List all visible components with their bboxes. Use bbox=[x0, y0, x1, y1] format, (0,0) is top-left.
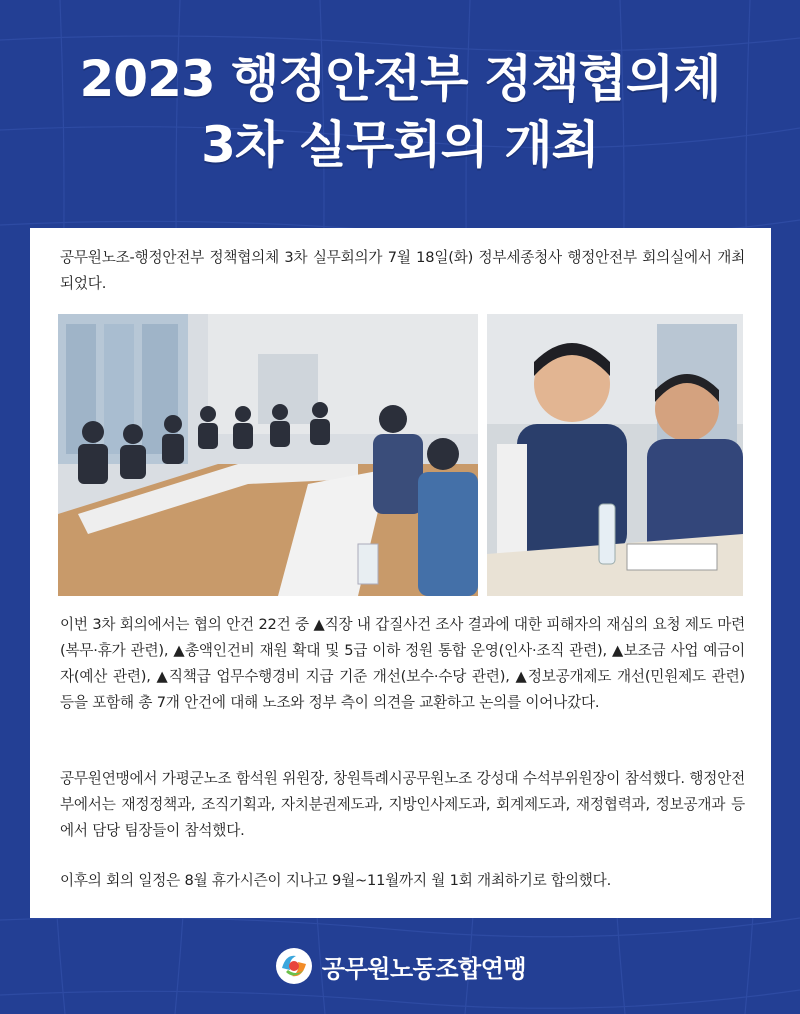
title-line-1: 2023 행정안전부 정책협의체 bbox=[79, 50, 721, 108]
page-title bbox=[0, 46, 800, 178]
paragraph-schedule: 이후의 회의 일정은 8월 휴가시즌이 지나고 9월~11월까지 월 1회 개최하기로 합의했다. bbox=[60, 872, 612, 889]
union-logo-icon bbox=[274, 946, 314, 986]
meeting-room-photo bbox=[58, 314, 478, 596]
participants-closeup-photo bbox=[487, 314, 743, 596]
paragraph-agenda: 이번 3차 회의에서는 협의 안건 22건 중 ▲직장 내 갑질사건 조사 결과에 대한 피해자의 재심의 요청 제도 마련(복무·휴가 관련), ▲총액인건비 재원 확대 및 5급 이하 정원 통합 운영(인사·조직 관련), ▲보조금 사업 예금이자(예산 관련), ▲직책급 업무수행경비 지급 기준 개선(보수·수당 관련), ▲정보공개제도 개선(민원제도 관련) 등을 포함해 총 7개 안건에 대해 노조와 정부 측이 의견을 교환하고 논의를 이어나갔다. bbox=[60, 616, 745, 711]
paragraph-intro: 공무원노조-행정안전부 정책협의체 3차 실무회의가 7월 18일(화) 정부세종청사 행정안전부 회의실에서 개최되었다. bbox=[60, 249, 745, 292]
article-card bbox=[30, 228, 771, 918]
organization-name: 공무원노동조합연맹 bbox=[321, 954, 527, 983]
paragraph-attendees: 공무원연맹에서 가평군노조 함석원 위원장, 창원특례시공무원노조 강성대 수석부위원장이 참석했다. 행정안전부에서는 재정정책과, 조직기획과, 자치분권제도과, 지방인사제도과, 회계제도과, 재정협력과, 정보공개과 등에서 담당 팀장들이 참석했다. bbox=[60, 770, 745, 839]
title-line-2: 3차 실무회의 개최 bbox=[201, 116, 599, 174]
footer bbox=[0, 944, 800, 988]
